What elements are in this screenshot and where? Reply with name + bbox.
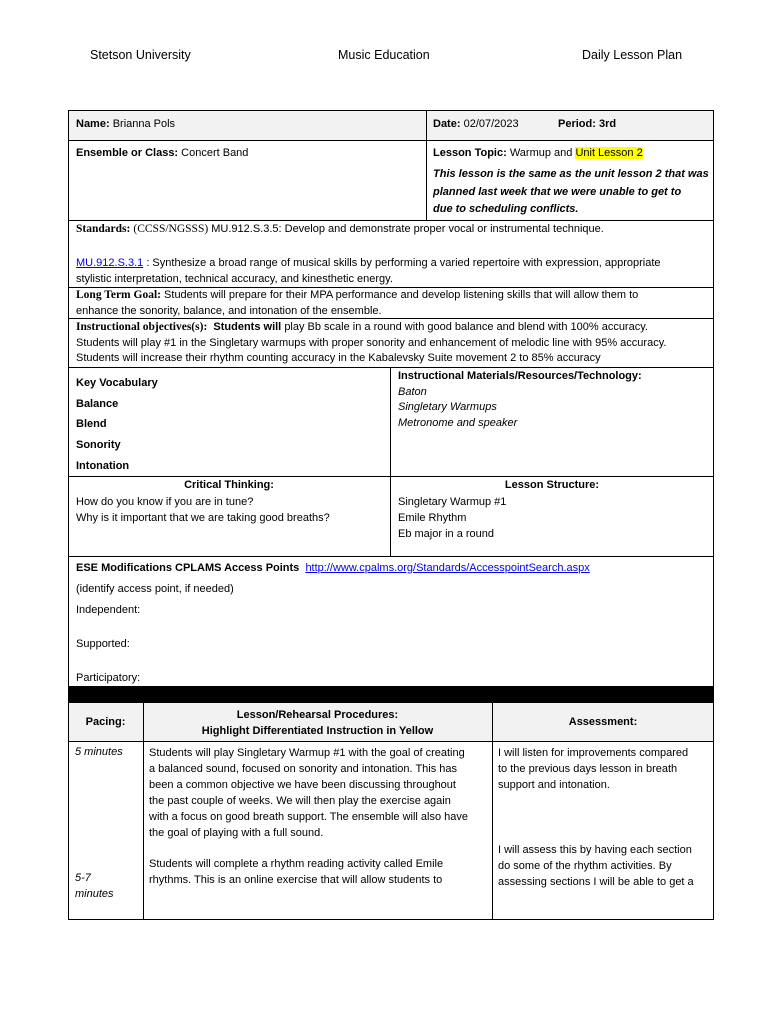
vocab-item: Balance: [76, 397, 119, 410]
standards-field: [76, 222, 604, 238]
topic-value: Warmup and: [509, 147, 573, 159]
long-term-goal: Long Term Goal: Students will prepare for their MPA performance and develop listening skills that will allow them to enhance the sonority, balance, and intonation of the ensemble.: [76, 289, 639, 317]
topic-highlight: Unit Lesson 2: [575, 147, 643, 159]
ese-title: ESE Modifications CPLAMS Access Points: [76, 562, 300, 574]
objectives: Instructional objectives(s): Students will play Bb scale in a round with good balance and blend with 100% accuracy. Students will play #1 in the Singletary warmups with proper sonority and enhancement of melodic line with 95% accuracy. Students will increase their rhythm counting accuracy in the Kabalevsky Suite movement 2 to 85% accuracy: [76, 321, 667, 364]
date-field: [433, 117, 519, 133]
topic-label: Lesson Topic:: [433, 147, 507, 159]
standard-1: MU.912.S.3.5: Develop and demonstrate proper vocal or instrumental technique.: [211, 223, 604, 235]
cpalms-link[interactable]: http://www.cpalms.org/Standards/AccesspointSearch.aspx: [305, 562, 590, 574]
vocab-item: Blend: [76, 418, 107, 431]
standard-2: MU.912.S.3.1 : Synthesize a broad range of musical skills by performing a varied repertoire with expression, appropriate stylistic interpretation, technical accuracy, and kinesthetic energy.: [76, 257, 661, 285]
topic-note: This lesson is the same as the unit lesson 2 that was planned last week that we were unable to get to due to scheduling conflicts.: [433, 168, 709, 215]
critical-question: Why is it important that we are taking good breaths?: [76, 512, 330, 524]
vocab-list: [76, 373, 158, 477]
ensemble-label: Ensemble or Class:: [76, 147, 179, 159]
name-value: Brianna Pols: [112, 118, 176, 130]
header-department: Music Education: [338, 48, 430, 62]
critical-question: How do you know if you are in tune?: [76, 496, 254, 508]
ese-title-row: [76, 561, 590, 577]
period-label: Period:: [558, 118, 596, 130]
date-label: Date:: [433, 118, 461, 130]
procedure-2: Students will complete a rhythm reading activity called Emile rhythms. This is an online exercise that will allow students to: [149, 858, 444, 886]
structure-title: Lesson Structure:: [504, 479, 600, 491]
procedures-header: Lesson/Rehearsal Procedures: Highlight Differentiated Instruction in Yellow: [201, 709, 434, 737]
standard-2-code[interactable]: MU.912.S.3.1: [76, 257, 144, 269]
topic-field: [433, 146, 643, 162]
standards-label: Standards:: [76, 223, 131, 235]
pace-1: 5 minutes: [75, 746, 123, 758]
ese-independent: Independent:: [76, 604, 141, 616]
procedure-1: Students will play Singletary Warmup #1 with the goal of creating a balanced sound, focused on sonority and intonation. This has been a common objective we have been discussing throughout the past couple of weeks. We will then play the exercise again with a focus on good breath support. The ensemble will also have the goal of playing with a full sound.: [149, 747, 468, 839]
header-university: Stetson University: [90, 48, 191, 62]
materials-item: Metronome and speaker: [398, 416, 518, 429]
structure-item: Emile Rhythm: [398, 512, 467, 524]
assessment-1: I will listen for improvements compared to the previous days lesson in breath support and intonation.: [498, 747, 689, 791]
critical-questions: [76, 494, 330, 526]
ensemble-field: [76, 146, 248, 162]
materials-item: Singletary Warmups: [398, 401, 497, 413]
pacing-header: Pacing:: [85, 716, 126, 728]
pace-2: 5-7 minutes: [75, 872, 114, 900]
header-doc-type: Daily Lesson Plan: [582, 48, 683, 62]
date-value: 02/07/2023: [463, 118, 519, 130]
materials-title: Instructional Materials/Resources/Technology:: [398, 370, 642, 382]
period-field: [558, 117, 616, 133]
period-value: 3rd: [598, 118, 617, 130]
name-label: Name:: [76, 118, 110, 130]
ese-supported: Supported:: [76, 638, 130, 650]
structure-item: Eb major in a round: [398, 528, 494, 540]
vocab-title: Key Vocabulary: [76, 377, 158, 389]
section-divider-bar: [68, 686, 714, 703]
materials-item: Baton: [398, 385, 427, 398]
ese-participatory: Participatory:: [76, 672, 141, 684]
ensemble-value: Concert Band: [181, 147, 249, 159]
structure-item: Singletary Warmup #1: [398, 496, 507, 508]
objectives-label: Instructional objectives(s):: [76, 321, 208, 333]
critical-title: Critical Thinking:: [184, 479, 274, 491]
standards-label-suffix: (CCSS/NGSSS): [133, 223, 209, 235]
vocab-item: Sonority: [76, 439, 121, 452]
ese-note: (identify access point, if needed): [76, 583, 234, 595]
structure-list: [398, 494, 506, 542]
materials-list: [398, 369, 642, 431]
assessment-header: Assessment:: [568, 716, 638, 728]
assessment-2: I will assess this by having each section do some of the rhythm activities. By assessing sections I will be able to get a: [498, 844, 694, 888]
long-term-goal-label: Long Term Goal:: [76, 289, 161, 301]
vocab-item: Intonation: [76, 459, 130, 472]
name-field: [76, 117, 175, 133]
